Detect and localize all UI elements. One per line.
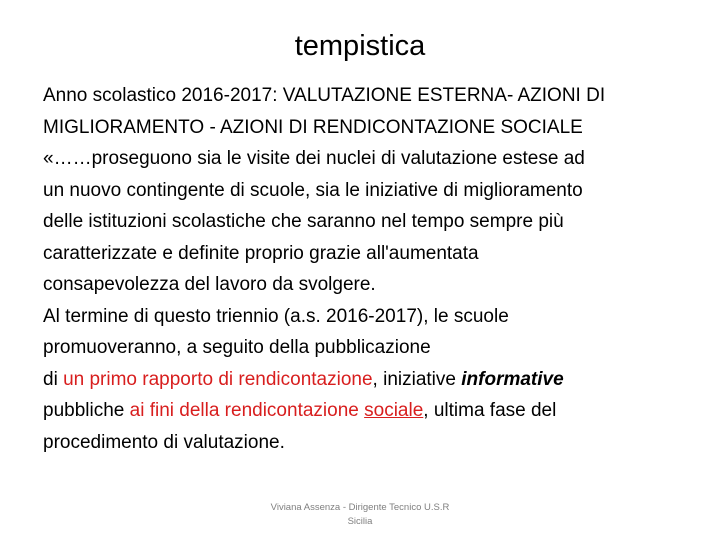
text-segment: pubbliche — [43, 400, 130, 421]
body-line: un nuovo contingente di scuole, sia le iniziative di miglioramento — [43, 179, 583, 201]
body-line: Anno scolastico 2016-2017: VALUTAZIONE ESTERNA- AZIONI DI — [43, 85, 606, 106]
text-segment: , iniziative — [372, 368, 462, 390]
footer-region: Sicilia — [347, 516, 373, 527]
slide-title: tempistica — [294, 30, 426, 62]
footer-author: Viviana Assenza - Dirigente Tecnico U.S.R — [270, 502, 450, 513]
slide-body — [43, 80, 693, 458]
highlighted-underlined-text: sociale — [364, 400, 424, 421]
body-line: caratterizzate e definite proprio grazie all'aumentata — [43, 242, 479, 264]
body-line — [43, 364, 693, 396]
highlighted-text: un primo rapporto di rendicontazione — [63, 368, 373, 390]
body-line: consapevolezza del lavoro da svolgere. — [43, 274, 376, 295]
body-line: delle istituzioni scolastiche che saranno nel tempo sempre più — [43, 211, 564, 232]
emphasized-text: informative — [461, 368, 564, 390]
body-line: MIGLIORAMENTO - AZIONI DI RENDICONTAZIONE SOCIALE — [43, 116, 583, 138]
body-line: procedimento di valutazione. — [43, 431, 285, 453]
body-line: «……proseguono sia le visite dei nuclei di valutazione estese ad — [43, 148, 585, 169]
body-line — [43, 395, 693, 427]
body-line: Al termine di questo triennio (a.s. 2016-2017), le scuole — [43, 305, 509, 327]
body-line: promuoveranno, a seguito della pubblicazione — [43, 337, 431, 358]
slide-footer — [255, 501, 465, 529]
highlighted-text: ai fini della rendicontazione — [129, 400, 365, 421]
text-segment: , ultima fase del — [423, 400, 557, 421]
text-segment: di — [43, 368, 64, 390]
